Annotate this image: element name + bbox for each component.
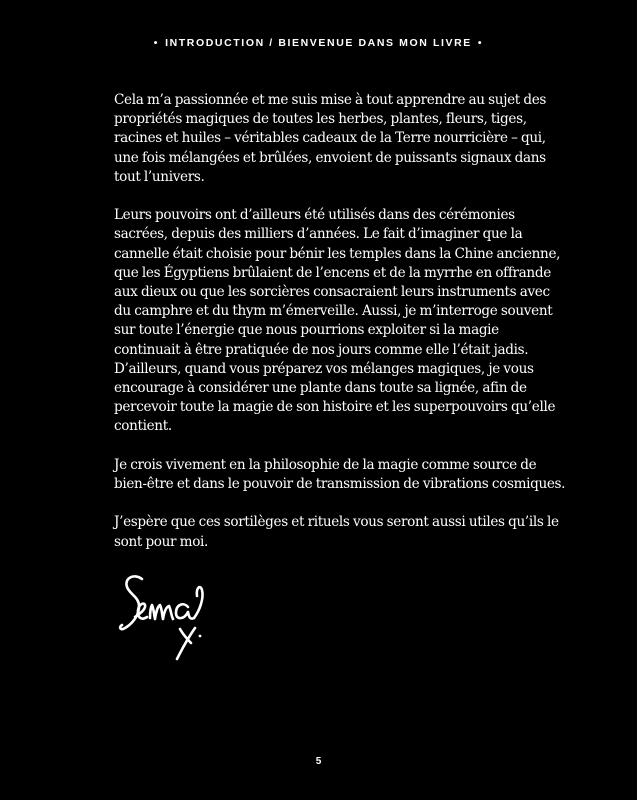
running-header bbox=[0, 37, 637, 49]
paragraph-4: J’espère que ces sortilèges et rituels vous seront aussi utiles qu’ils le sont pour moi. bbox=[114, 514, 559, 550]
paragraph-3: Je crois vivement en la philosophie de la magie comme source de bien-être et dans le pouvoir de transmission de vibrations cosmiques. bbox=[114, 456, 566, 493]
handwritten-signature bbox=[118, 572, 222, 664]
signature-drawing bbox=[118, 572, 222, 664]
paragraph-2: Leurs pouvoirs ont d’ailleurs été utilisés dans des cérémonies sacrées, depuis des milliers d’années. Le fait d’imaginer que la cannelle était choisie pour bénir les temples dans la Chine ancienne, que les Égyptiens brûlaient de l’encens et de la myrrhe en offrande aux dieux ou que les sorcières consacraient leurs instruments avec du camphre et du thym m’émerveille. Aussi, je m’interroge souvent sur toute l’énergie que nous pourrions exploiter si la magie continuait à être pratiquée de nos jours comme elle l’était jadis. D’ailleurs, quand vous préparez vos mélanges magiques, je vous encourage à considérer une plante dans toute sa lignée, afin de percevoir toute la magie de son histoire et les superpouvoirs qu’elle contient. bbox=[114, 207, 561, 435]
header-title: INTRODUCTION / BIENVENUE DANS MON LIVRE bbox=[165, 37, 472, 49]
page-number: 5 bbox=[315, 756, 322, 767]
header-bullet-right: • bbox=[477, 37, 484, 49]
body-text bbox=[114, 91, 566, 571]
header-bullet-left: • bbox=[153, 37, 160, 49]
paragraph-1: Cela m’a passionnée et me suis mise à tout apprendre au sujet des propriétés magiques de toutes les herbes, plantes, fleurs, tiges, racines et huiles – véritables cadeaux de la Terre nourricière – qui, une fois mélangées et brûlées, envoient de puissants signaux dans tout l’univers. bbox=[114, 92, 547, 185]
